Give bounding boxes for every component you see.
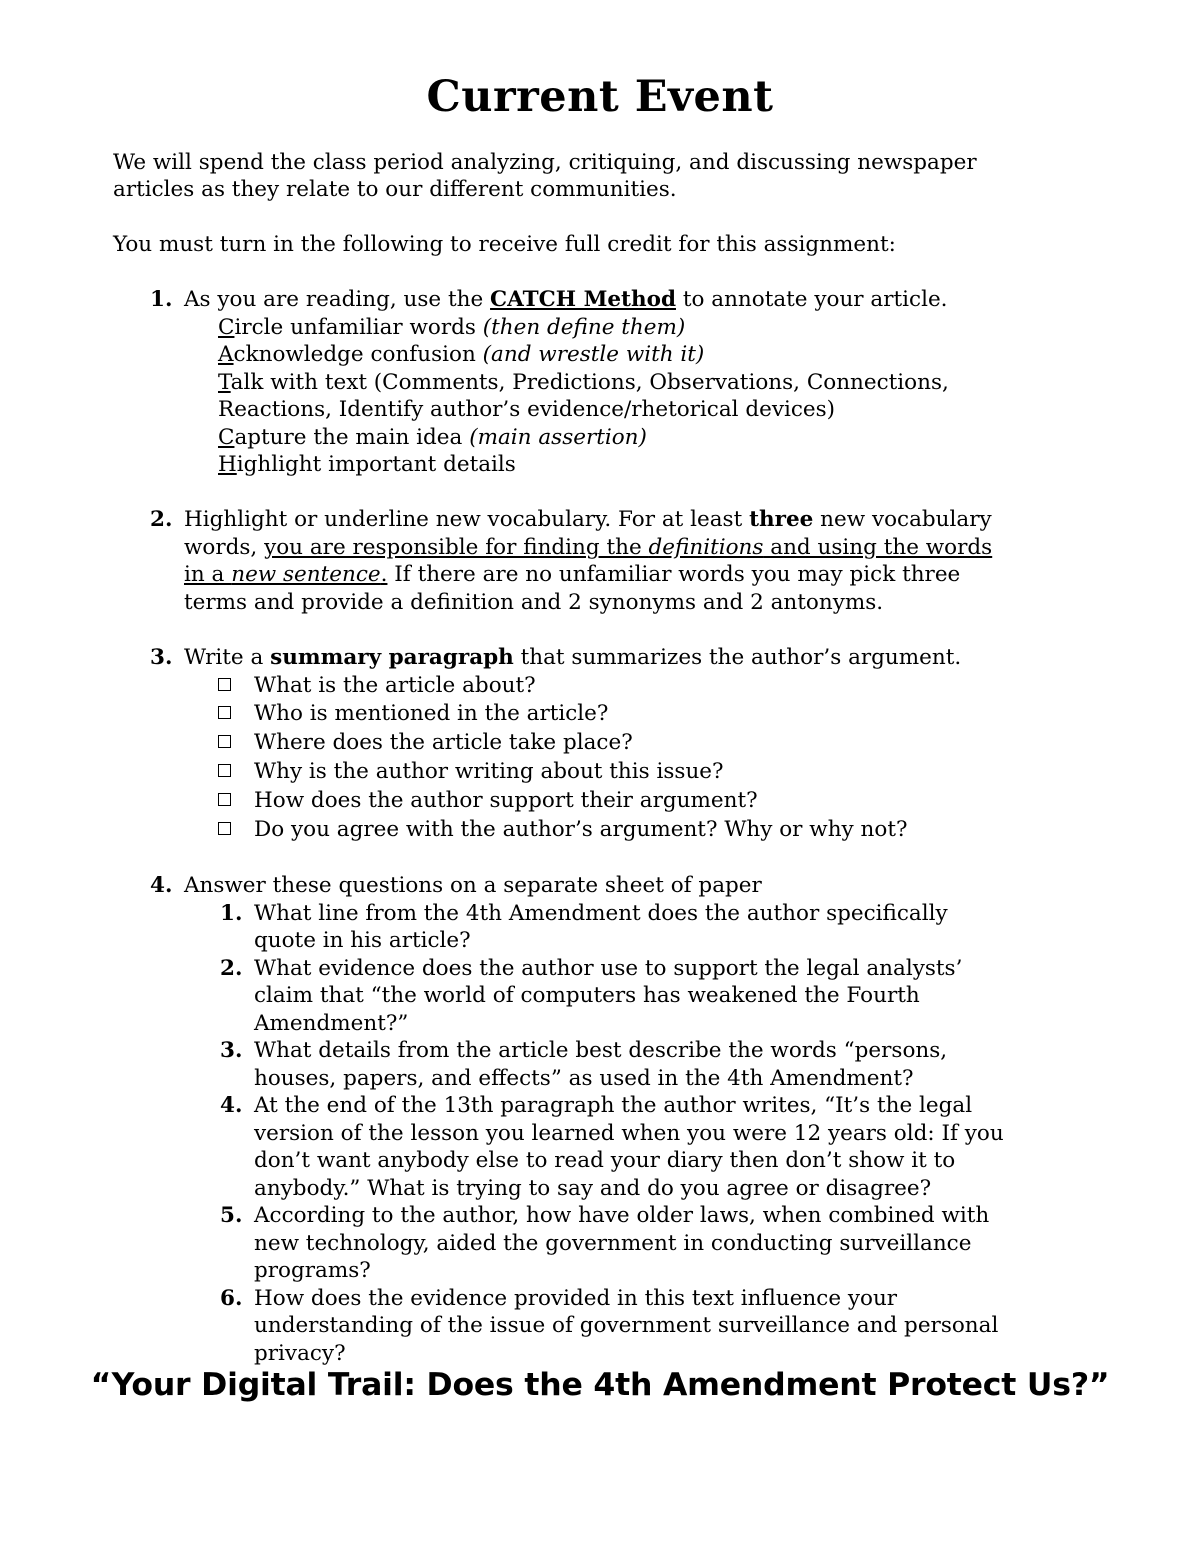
question-line: At the end of the 13th paragraph the author writes, “It’s the legal xyxy=(254,1093,973,1118)
checklist-item-label: What is the article about? xyxy=(254,673,536,698)
instruction-text: You must turn in the following to receive full credit for this assignment: xyxy=(113,232,896,257)
checklist-item-label: Why is the author writing about this issue? xyxy=(254,759,724,784)
checklist-item xyxy=(218,816,231,844)
catch-line: Circle unfamiliar words (then define them) xyxy=(218,315,686,340)
checklist-item-label: Where does the article take place? xyxy=(254,730,633,755)
checkbox-icon xyxy=(218,678,231,691)
item-2-line: in a new sentence. If there are no unfamiliar words you may pick three xyxy=(184,562,961,587)
question-line: Amendment?” xyxy=(254,1011,409,1036)
page-title: Current Event xyxy=(426,72,774,122)
checkbox-icon xyxy=(218,735,231,748)
item-4-text: Answer these questions on a separate sheet of paper xyxy=(184,873,762,898)
intro-line-2: articles as they relate to our different communities. xyxy=(113,177,677,202)
checkbox-icon xyxy=(218,793,231,806)
checklist-item-label: Who is mentioned in the article? xyxy=(254,701,609,726)
item-2-line: Highlight or underline new vocabulary. For at least three new vocabulary xyxy=(184,507,992,532)
item-1-text: As you are reading, use the CATCH Method to annotate your article. xyxy=(184,287,948,312)
checkbox-icon xyxy=(218,822,231,835)
question-line: How does the evidence provided in this text influence your xyxy=(254,1286,898,1311)
question-number: 4. xyxy=(220,1093,243,1118)
question-line: privacy? xyxy=(254,1341,346,1366)
intro-line-1: We will spend the class period analyzing, critiquing, and discussing newspaper xyxy=(113,150,977,175)
checklist-item xyxy=(218,729,231,757)
question-line: understanding of the issue of government surveillance and personal xyxy=(254,1313,999,1338)
checkbox-icon xyxy=(218,706,231,719)
checklist-item-label: Do you agree with the author’s argument? Why or why not? xyxy=(254,817,908,842)
question-line: programs? xyxy=(254,1258,371,1283)
catch-line: Highlight important details xyxy=(218,452,516,477)
question-number: 5. xyxy=(220,1203,243,1228)
question-line: anybody.” What is trying to say and do you agree or disagree? xyxy=(254,1176,932,1201)
question-number: 1. xyxy=(220,901,243,926)
question-line: don’t want anybody else to read your diary then don’t show it to xyxy=(254,1148,956,1173)
checklist-item xyxy=(218,672,231,700)
question-line: version of the lesson you learned when you were 12 years old: If you xyxy=(254,1121,1004,1146)
item-3-number: 3. xyxy=(150,645,173,670)
article-title: “Your Digital Trail: Does the 4th Amendment Protect Us?” xyxy=(90,1367,1110,1403)
checklist-item xyxy=(218,700,231,728)
question-line: What evidence does the author use to support the legal analysts’ xyxy=(254,956,963,981)
question-line: new technology, aided the government in conducting surveillance xyxy=(254,1231,972,1256)
catch-line: Acknowledge confusion (and wrestle with it) xyxy=(218,342,705,367)
catch-line: Reactions, Identify author’s evidence/rhetorical devices) xyxy=(218,397,836,422)
catch-method-label: CATCH Method xyxy=(490,287,676,312)
question-number: 6. xyxy=(220,1286,243,1311)
question-line: houses, papers, and effects” as used in the 4th Amendment? xyxy=(254,1066,914,1091)
question-line: claim that “the world of computers has weakened the Fourth xyxy=(254,983,920,1008)
item-1-number: 1. xyxy=(150,287,173,312)
catch-line: Capture the main idea (main assertion) xyxy=(218,425,647,450)
item-3-text: Write a summary paragraph that summarizes the author’s argument. xyxy=(184,645,962,670)
checklist-item xyxy=(218,787,231,815)
question-number: 3. xyxy=(220,1038,243,1063)
question-line: According to the author, how have older laws, when combined with xyxy=(254,1203,990,1228)
question-line: What details from the article best describe the words “persons, xyxy=(254,1038,948,1063)
checkbox-icon xyxy=(218,764,231,777)
question-line: What line from the 4th Amendment does the author specifically xyxy=(254,901,948,926)
question-number: 2. xyxy=(220,956,243,981)
item-2-line: terms and provide a definition and 2 synonyms and 2 antonyms. xyxy=(184,590,884,615)
catch-line: Talk with text (Comments, Predictions, Observations, Connections, xyxy=(218,370,949,395)
checklist-item xyxy=(218,758,231,786)
item-2-number: 2. xyxy=(150,507,173,532)
item-2-line: words, you are responsible for finding the definitions and using the words xyxy=(184,535,993,560)
item-4-number: 4. xyxy=(150,873,173,898)
checklist-item-label: How does the author support their argument? xyxy=(254,788,758,813)
question-line: quote in his article? xyxy=(254,928,471,953)
